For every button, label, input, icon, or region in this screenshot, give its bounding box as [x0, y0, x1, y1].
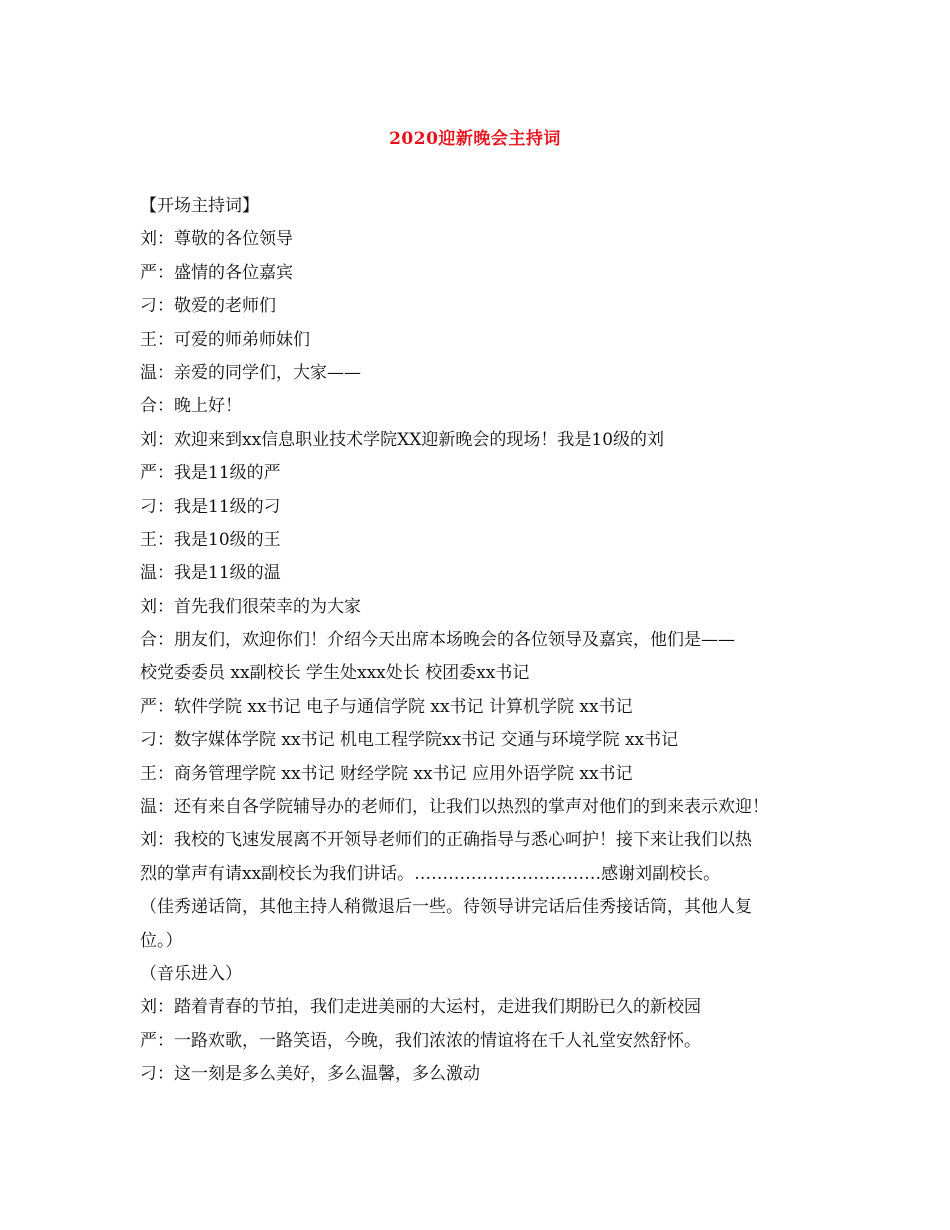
script-line: 严：盛情的各位嘉宾	[140, 262, 293, 283]
script-line: 温：亲爱的同学们，大家——	[140, 362, 361, 383]
script-line: 刘：踏着青春的节拍，我们走进美丽的大运村，走进我们期盼已久的新校园	[140, 997, 701, 1018]
script-line: 温：我是11级的温	[140, 563, 281, 584]
document-title: 2020迎新晚会主持词	[389, 129, 561, 149]
script-line: 合：晚上好！	[140, 396, 242, 417]
script-line: 刁：我是11级的刁	[140, 496, 281, 517]
script-line: 温：还有来自各学院辅导办的老师们，让我们以热烈的掌声对他们的到来表示欢迎！	[140, 797, 769, 818]
script-line: 校党委委员 xx副校长 学生处xxx处长 校团委xx书记	[140, 663, 530, 684]
section-heading: 【开场主持词】	[140, 196, 259, 216]
script-line: 严：我是11级的严	[140, 463, 281, 484]
script-line: 刘：欢迎来到xx信息职业技术学院XX迎新晚会的现场！我是10级的刘	[140, 429, 665, 450]
script-line: 王：商务管理学院 xx书记 财经学院 xx书记 应用外语学院 xx书记	[140, 763, 633, 784]
script-line: （音乐进入）	[140, 963, 242, 984]
script-line: 刘：尊敬的各位领导	[140, 229, 293, 250]
script-line: 王：我是10级的王	[140, 529, 281, 550]
script-line: 刘：首先我们很荣幸的为大家	[140, 596, 361, 617]
script-line: 王：可爱的师弟师妹们	[140, 329, 310, 350]
script-line: 刁：敬爱的老师们	[140, 296, 276, 317]
script-line: 合：朋友们，欢迎你们！介绍今天出席本场晚会的各位领导及嘉宾，他们是——	[140, 630, 735, 651]
document-body	[140, 190, 830, 1092]
script-line: 刁：这一刻是多么美好，多么温馨，多么激动	[140, 1064, 480, 1085]
script-line: 刁：数字媒体学院 xx书记 机电工程学院xx书记 交通与环境学院 xx书记	[140, 730, 679, 751]
script-line: 刘：我校的飞速发展离不开领导老师们的正确指导与悉心呵护！接下来让我们以热	[140, 830, 752, 851]
script-line: 严：一路欢歌，一路笑语，今晚，我们浓浓的情谊将在千人礼堂安然舒怀。	[140, 1030, 701, 1051]
script-line: 严：软件学院 xx书记 电子与通信学院 xx书记 计算机学院 xx书记	[140, 696, 633, 717]
script-line: 烈的掌声有请xx副校长为我们讲话。……………………………感谢刘副校长。	[140, 863, 721, 884]
script-line: （佳秀递话筒，其他主持人稍微退后一些。待领导讲完话后佳秀接话筒，其他人复	[140, 897, 752, 918]
script-line: 位。）	[140, 930, 183, 951]
